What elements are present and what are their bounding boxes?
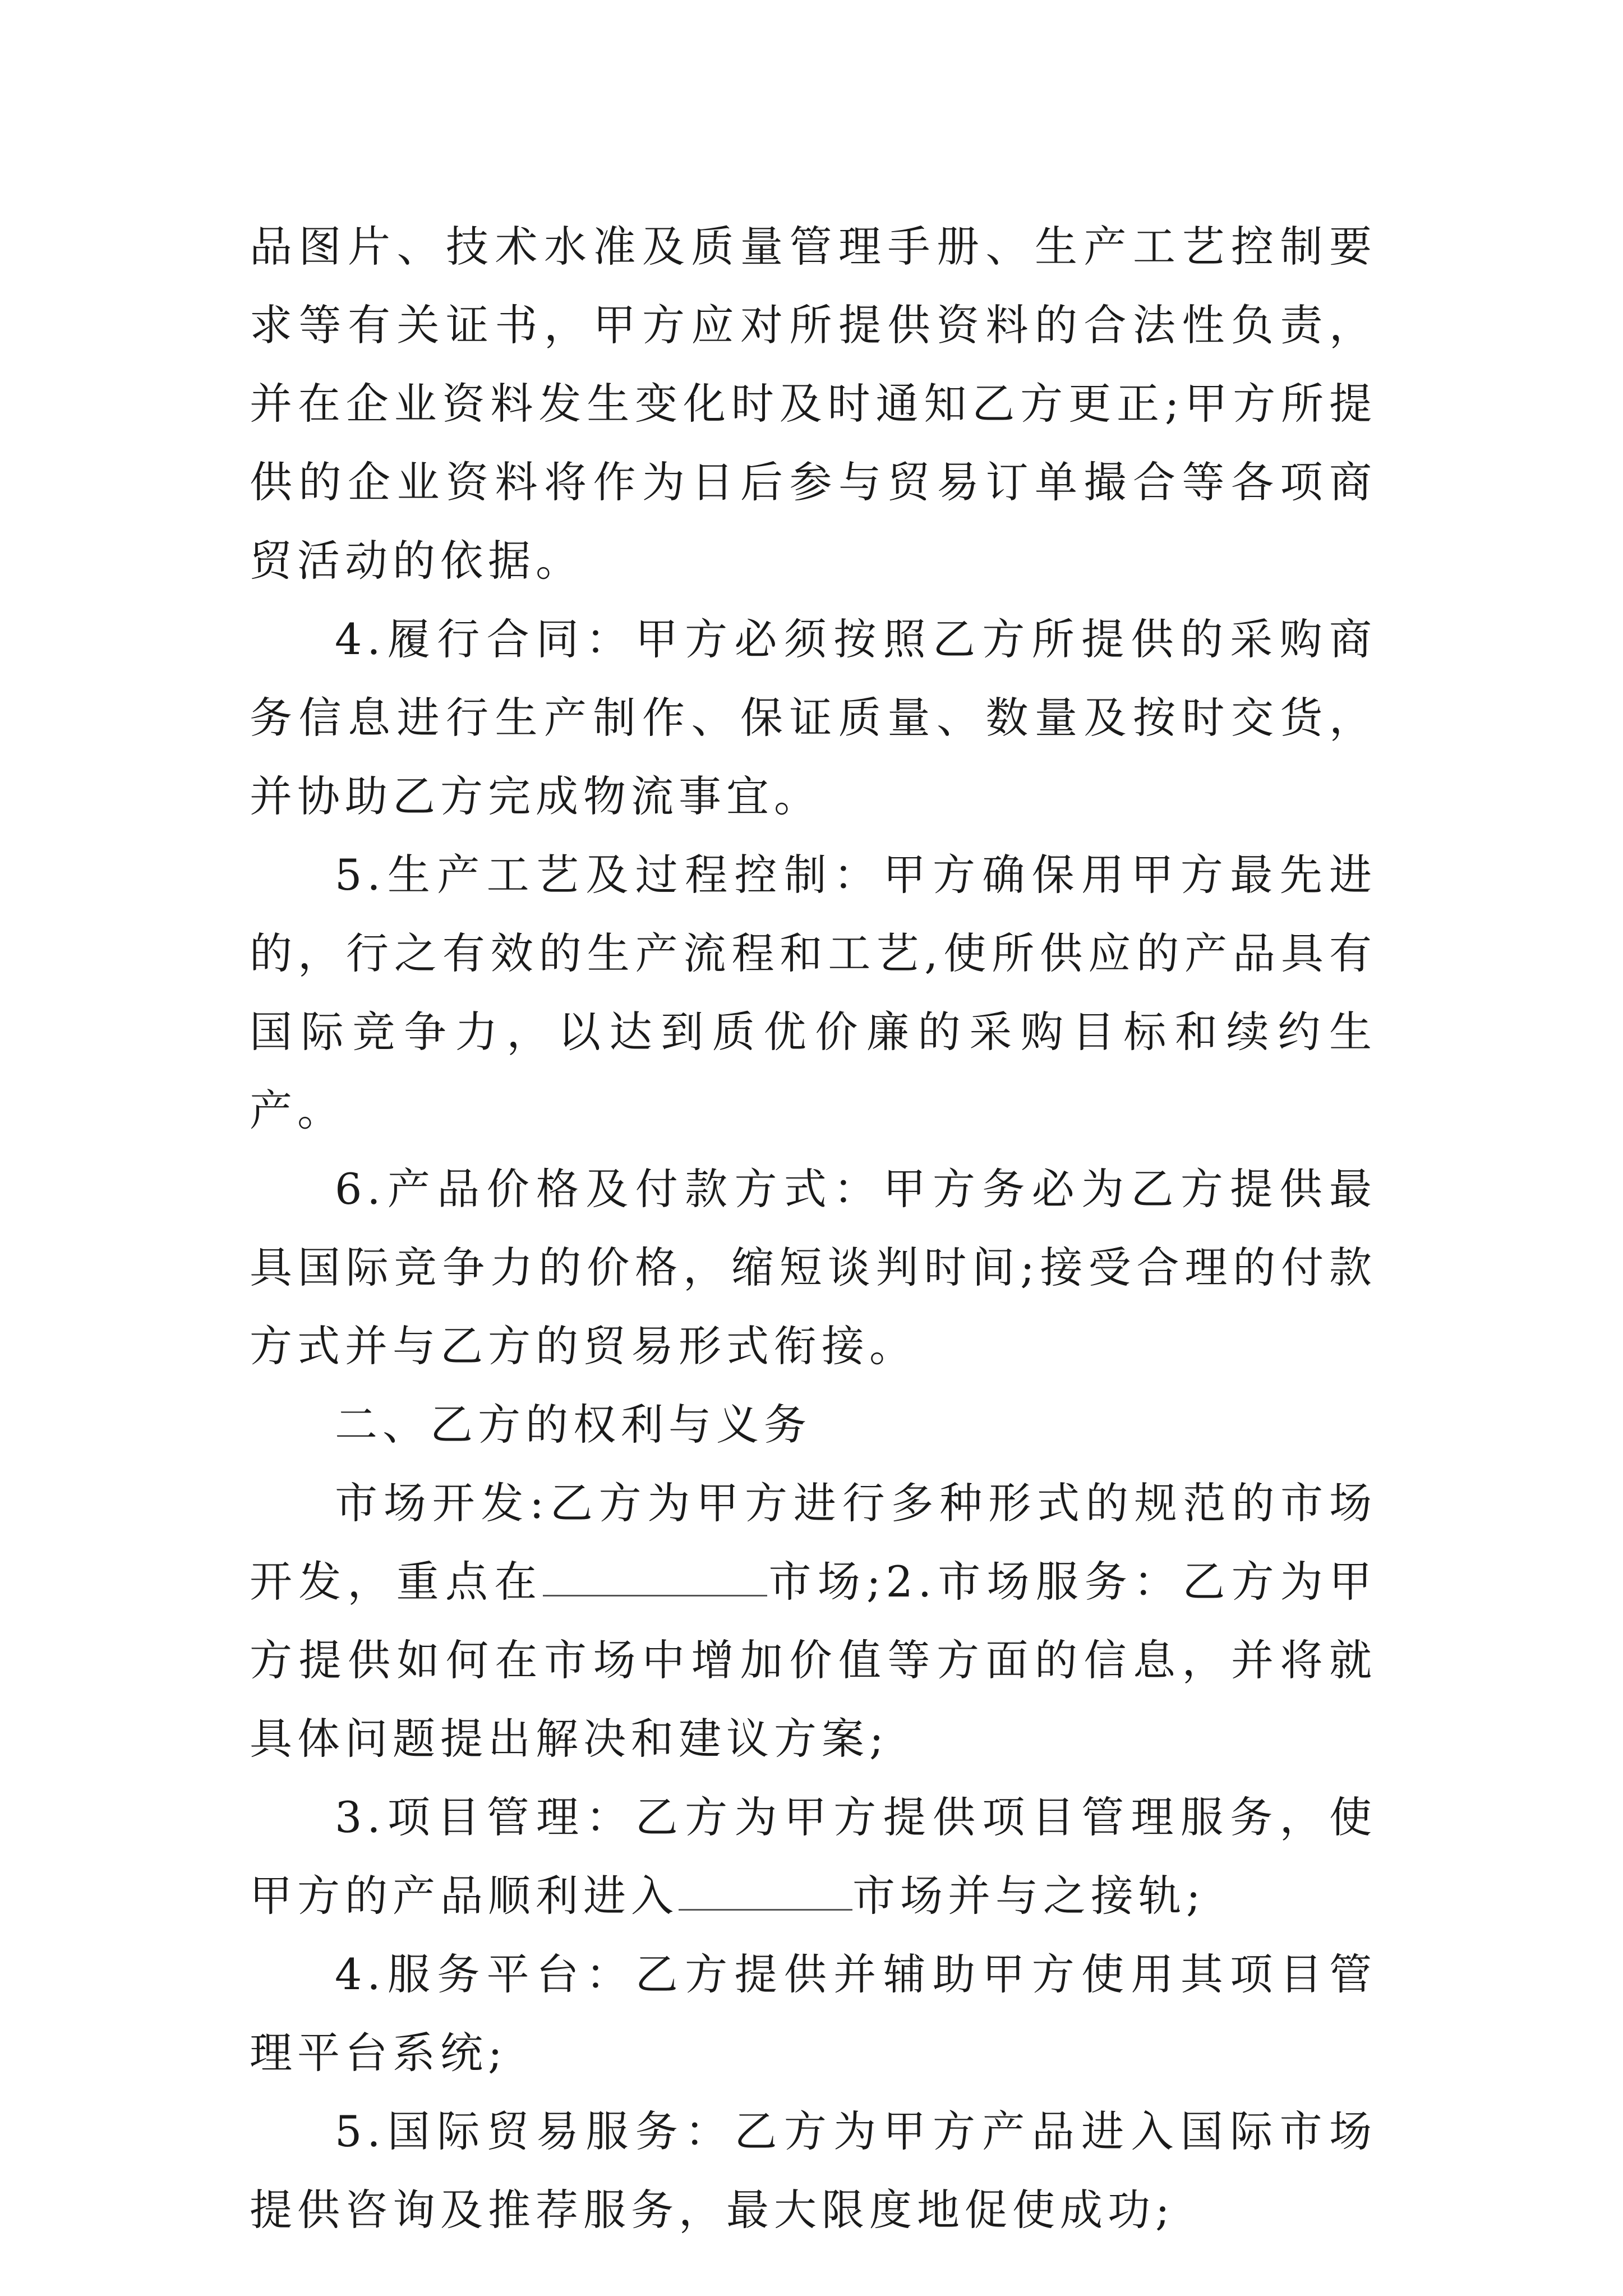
project-management-text-end: 市场并与之接轨;: [852, 1871, 1206, 1921]
paragraph-clause-4: 4.履行合同：甲方必须按照乙方所提供的采购商务信息进行生产制作、保证质量、数量及按时交货，并协助乙方完成物流事宜。: [250, 614, 1377, 821]
section-heading-party-b: 二、乙方的权利与义务: [335, 1400, 811, 1450]
paragraph-market-development: [250, 1464, 1377, 1778]
paragraph-clause-6: 6.产品价格及付款方式：甲方务必为乙方提供最具国际竞争力的价格，缩短谈判时间;接受合理的付款方式并与乙方的贸易形式衔接。: [250, 1164, 1377, 1371]
paragraph-trade-service: 5.国际贸易服务：乙方为甲方产品进入国际市场提供咨询及推荐服务，最大限度地促使成功;: [250, 2106, 1377, 2235]
paragraph-project-management: [250, 1778, 1377, 1935]
market-development-text-start: 市场开发:乙方为甲方进行多种形式的规范的市场开发，重点在: [250, 1478, 1377, 1607]
project-management-text-start: 3.项目管理：乙方为甲方提供项目管理服务，使甲方的产品顺利进入: [250, 1792, 1377, 1921]
paragraph-continued: 品图片、技术水准及质量管理手册、生产工艺控制要求等有关证书，甲方应对所提供资料的合法性负责，并在企业资料发生变化时及时通知乙方更正;甲方所提供的企业资料将作为日后参与贸易订单撮合等各项商贸活动的依据。: [250, 222, 1377, 586]
fill-in-blank-target-market: [679, 1870, 852, 1911]
fill-in-blank-market: [543, 1556, 767, 1596]
document-body: [250, 208, 1377, 2249]
paragraph-clause-5: 5.生产工艺及过程控制：甲方确保用甲方最先进的，行之有效的生产流程和工艺,使所供应的产品具有国际竞争力，以达到质优价廉的采购目标和续约生产。: [250, 850, 1377, 1135]
paragraph-service-platform: 4.服务平台：乙方提供并辅助甲方使用其项目管理平台系统;: [250, 1949, 1377, 2078]
market-development-text-end: 市场;2.市场服务：乙方为甲方提供如何在市场中增加价值等方面的信息，并将就具体问题提出解决和建议方案;: [250, 1557, 1377, 1764]
